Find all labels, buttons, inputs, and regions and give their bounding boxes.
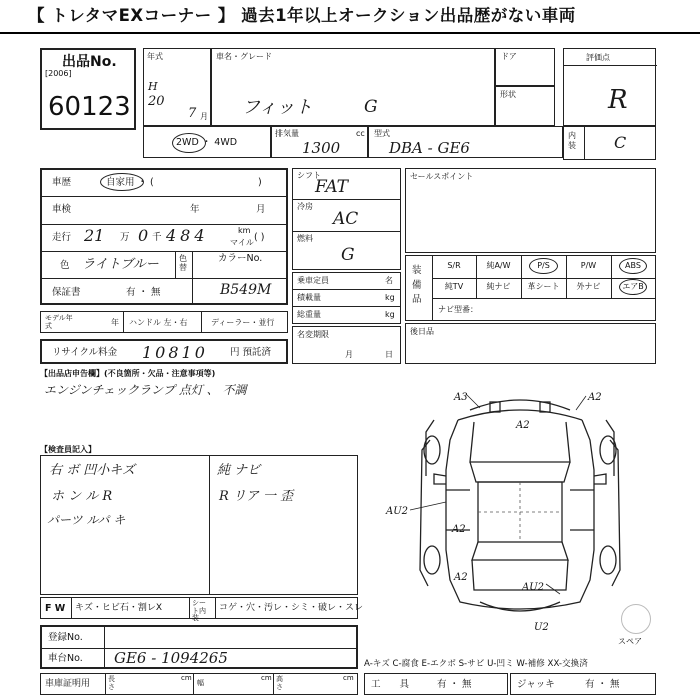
jack-label: ジャッキ	[517, 679, 555, 690]
diagram-mark-2: A2	[588, 392, 602, 403]
model-code-box	[368, 126, 563, 158]
mileage-unit-man: 万	[120, 232, 130, 243]
diagram-mark-6: A2	[454, 572, 468, 583]
equipment-selected-circle	[619, 279, 647, 295]
interior-label: 内装	[568, 131, 576, 150]
warranty-options: 有 ・ 無	[126, 287, 161, 298]
diagram-mark-7: AU2	[522, 582, 545, 593]
shift-label: シフト	[297, 171, 321, 180]
year-box	[143, 48, 211, 126]
fuel-label: 燃料	[297, 234, 313, 243]
chassis-label: 車台No.	[48, 653, 83, 664]
cert-length: 長さ	[108, 675, 115, 691]
seat-label: シート内装	[192, 599, 206, 623]
aftermarket-label: 後日品	[410, 327, 434, 336]
seat-text: コゲ・穴・汚レ・シミ・破レ・スレ	[219, 603, 364, 613]
info-table	[40, 168, 288, 305]
sales-point-box	[405, 168, 656, 253]
interior-value: C	[614, 133, 627, 152]
model-year-row-label: モデル年式	[45, 314, 73, 330]
equipment-item: 純A/W	[486, 261, 511, 270]
month-value: 7	[188, 106, 197, 121]
equipment-box	[405, 255, 656, 321]
recycle-row	[40, 339, 288, 364]
registration-table	[40, 625, 358, 669]
load-unit: kg	[385, 293, 395, 302]
inspection-year: 年	[190, 204, 200, 215]
equipment-item: S/R	[447, 261, 461, 270]
equipment-item: P/W	[580, 261, 597, 270]
tools-label: 工 具	[371, 679, 410, 690]
declaration-note: エンジンチェックランプ 点灯 、 不調	[44, 383, 247, 397]
model-year-row-year: 年	[111, 318, 119, 327]
recycle-unit: 円 預託済	[230, 347, 272, 358]
drive-selected-circle	[172, 133, 206, 153]
shape-label: 形状	[500, 90, 516, 99]
cert-width: 幅	[197, 679, 204, 687]
equipment-item: エアB	[622, 282, 644, 291]
navi-label: ナビ型番：	[438, 305, 478, 314]
sales-point-label: セールスポイント	[410, 172, 474, 181]
name-change-box	[292, 326, 401, 364]
inspector-box	[40, 455, 358, 595]
fuel-value: G	[341, 245, 355, 265]
equipment-item: 革シート	[527, 282, 560, 291]
shape-box	[495, 86, 555, 126]
inspector-note-3: パーツ ルパ キ	[47, 513, 126, 527]
interior-box	[563, 126, 656, 160]
name-change-label: 名変期限	[297, 330, 329, 339]
engine-label: 排気量	[275, 129, 299, 138]
engine-box	[271, 126, 368, 158]
cert-cm-1: cm	[181, 674, 192, 682]
door-label: ドア	[501, 52, 517, 61]
name-change-day: 日	[385, 350, 393, 359]
car-name-value: フィット	[242, 97, 313, 118]
recycle-label: リサイクル料金	[52, 347, 118, 358]
model-code-value: DBA - GE6	[389, 139, 470, 157]
mileage-unit-km: km	[238, 226, 251, 235]
shift-value: FAT	[315, 177, 349, 197]
tools-box	[364, 673, 508, 695]
car-grade-value: G	[364, 97, 378, 117]
color-value: ライトブルー	[82, 257, 159, 272]
diagram-mark-4: AU2	[386, 506, 409, 517]
color-no-label: カラーNo.	[218, 253, 263, 264]
equipment-item: 純TV	[444, 282, 464, 291]
color-label: 色	[60, 260, 70, 271]
declaration-label: 【出品店申告欄】(不良箇所・欠品・注意事項等)	[40, 369, 216, 378]
score-value: R	[608, 85, 628, 115]
door-box	[495, 48, 555, 86]
diagram-mark-5: A2	[452, 524, 466, 535]
car-name-label: 車名・グレード	[216, 52, 272, 61]
mileage-v3: 484	[166, 226, 209, 245]
cert-height: 高さ	[276, 675, 283, 691]
diagram-mark-1: A3	[454, 392, 468, 403]
listing-box	[40, 48, 136, 130]
chassis-value: GE6 - 1094265	[114, 649, 228, 667]
score-box	[563, 48, 656, 126]
header-banner	[0, 0, 700, 34]
tools-options: 有 ・ 無	[437, 679, 472, 690]
weight-label: 総重量	[297, 310, 321, 319]
model-year-row	[40, 311, 288, 333]
cert-label: 車庫証明用	[45, 679, 91, 689]
engine-unit: cc	[356, 129, 365, 138]
drive-box	[143, 126, 271, 158]
listing-label: 出品No.	[62, 54, 117, 70]
mileage-unit-sen: 千	[152, 232, 162, 243]
history-close: )	[258, 177, 262, 188]
model-year-row-handle: ハンドル 左・右	[129, 318, 188, 327]
fw-legend	[40, 597, 364, 623]
model-code-label: 型式	[374, 129, 390, 138]
history-selected-circle	[100, 173, 144, 191]
fw-text: キズ・ヒビ石・割レX	[75, 603, 162, 613]
recycle-value: 10810	[142, 343, 208, 362]
equipment-item: 外ナビ	[576, 282, 601, 291]
registration-label: 登録No.	[48, 632, 83, 643]
year-era: H	[148, 80, 158, 93]
cert-cm-3: cm	[343, 674, 354, 682]
fw-label: F W	[45, 603, 66, 614]
equipment-item: 純ナビ	[486, 282, 511, 291]
riders-unit: 名	[385, 276, 393, 285]
warranty-label: 保証書	[52, 287, 81, 298]
inspector-note-5: R リア 一 歪	[219, 489, 294, 504]
riders-label: 乗車定員	[297, 276, 329, 285]
load-label: 積載量	[297, 293, 321, 302]
mileage-unit-mile: マイル	[230, 238, 254, 247]
color-change-label: 色替	[179, 254, 187, 273]
aircon-value: AC	[333, 209, 359, 229]
equipment-item: ABS	[625, 261, 641, 270]
listing-number: 60123	[48, 92, 131, 122]
inspector-label: 【検査員記入】	[40, 445, 96, 454]
equipment-label: 装備品	[412, 265, 422, 306]
jack-box	[510, 673, 656, 695]
diagram-mark-3: A2	[516, 420, 530, 431]
aftermarket-box	[405, 323, 656, 364]
year-value: 20	[148, 94, 165, 109]
engine-value: 1300	[302, 139, 341, 157]
spare-tire-icon	[621, 604, 651, 634]
cert-cm-2: cm	[261, 674, 272, 682]
name-change-month: 月	[345, 350, 353, 359]
score-label: 評価点	[586, 53, 610, 62]
weight-unit: kg	[385, 310, 395, 319]
banner-text: 【 トレタマEXコーナー 】 過去1年以上オークション出品歴がない車両	[28, 6, 576, 25]
inspector-note-2: ホ ン ル R	[51, 489, 113, 504]
color-no-value: B549M	[220, 282, 272, 298]
diagram-mark-8: U2	[534, 622, 549, 633]
mileage-paren: ( )	[254, 232, 265, 243]
inspector-note-1: 右 ボ 凹小キズ	[49, 463, 136, 478]
shift-box	[292, 168, 401, 270]
garage-cert-row	[40, 673, 358, 695]
listing-year-tag: [2006]	[45, 69, 72, 78]
year-label: 年式	[147, 52, 163, 61]
mileage-v1: 21	[84, 226, 105, 245]
jack-options: 有 ・ 無	[585, 679, 620, 690]
history-options: 自家用 ・ (	[106, 177, 154, 188]
month-unit: 月	[200, 112, 208, 121]
car-damage-diagram	[370, 380, 670, 640]
car-name-box	[211, 48, 495, 126]
equipment-selected-circle	[529, 258, 558, 274]
equipment-selected-circle	[619, 258, 647, 274]
aircon-label: 冷房	[297, 202, 313, 211]
equipment-item: P/S	[537, 261, 550, 270]
inspection-label: 車検	[52, 204, 72, 215]
mileage-label: 走行	[52, 232, 72, 243]
capacity-box	[292, 272, 401, 324]
history-label: 車歴	[52, 177, 72, 188]
damage-codes-legend: A-キズ C-腐食 E-エクボ S-サビ U-凹ミ W-補修 XX-交換済	[364, 659, 588, 669]
mileage-v2: 0	[138, 226, 149, 245]
drive-options: 2WD ・ 4WD	[176, 137, 238, 148]
inspection-month: 月	[256, 204, 266, 215]
inspector-note-4: 純 ナビ	[217, 463, 261, 478]
spare-label: スペア	[618, 637, 642, 646]
model-year-row-dealer: ディーラー・並行	[211, 318, 275, 327]
